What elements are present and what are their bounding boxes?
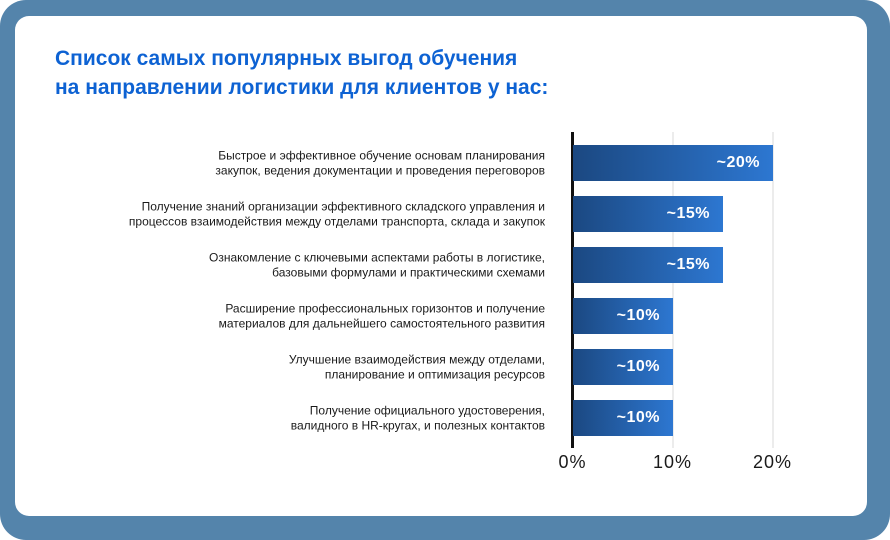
category-label-line: базовыми формулами и практическими схемами	[272, 265, 545, 279]
bar	[573, 298, 673, 334]
bar-value-label: ~10%	[616, 358, 660, 375]
bar-row	[0, 298, 890, 334]
category-label-line: закупок, ведения документации и проведения переговоров	[215, 163, 545, 177]
bar-row	[0, 247, 890, 283]
bar-category-label	[58, 251, 545, 280]
bar-category-label	[58, 353, 545, 382]
category-label-line: Расширение профессиональных горизонтов и получение	[225, 301, 545, 316]
category-label-line: Улучшение взаимодействия между отделами,	[288, 352, 545, 367]
bar-category-label	[58, 200, 545, 229]
category-label-line: Быстрое и эффективное обучение основам планирования	[218, 148, 545, 163]
bar	[573, 349, 673, 385]
x-axis-tick-label: 0%	[558, 452, 587, 472]
bar-category-label	[58, 302, 545, 331]
bar-value-label: ~15%	[666, 256, 710, 273]
bar	[573, 247, 723, 283]
category-label-line: валидного в HR-кругах, и полезных контактов	[290, 418, 545, 432]
bar	[573, 196, 723, 232]
page-title-line-2: на направлении логистики для клиентов у нас:	[55, 76, 549, 99]
category-label-line: Получение официального удостоверения,	[309, 403, 545, 418]
bar-row	[0, 145, 890, 181]
category-label-line: Получение знаний организации эффективного складского управления и	[141, 199, 545, 214]
bar-value-label: ~10%	[616, 307, 660, 324]
category-label-line: материалов для дальнейшего самостоятельного развития	[218, 316, 545, 330]
x-axis-tick-label: 20%	[752, 452, 793, 472]
bar-value-label: ~15%	[666, 205, 710, 222]
category-label-line: планирование и оптимизация ресурсов	[324, 367, 545, 381]
bar	[573, 400, 673, 436]
bar-row	[0, 400, 890, 436]
bar-row	[0, 196, 890, 232]
category-label-line: процессов взаимодействия между отделами транспорта, склада и закупок	[128, 214, 545, 228]
bar-row	[0, 349, 890, 385]
x-axis-tick-label: 10%	[652, 452, 693, 472]
bar	[573, 145, 773, 181]
bar-value-label: ~10%	[616, 409, 660, 426]
bar-category-label	[58, 149, 545, 178]
category-label-line: Ознакомление с ключевыми аспектами работы в логистике,	[209, 250, 545, 265]
bar-category-label	[58, 404, 545, 433]
page-title-line-1: Список самых популярных выгод обучения	[55, 47, 518, 70]
bar-value-label: ~20%	[716, 154, 760, 171]
